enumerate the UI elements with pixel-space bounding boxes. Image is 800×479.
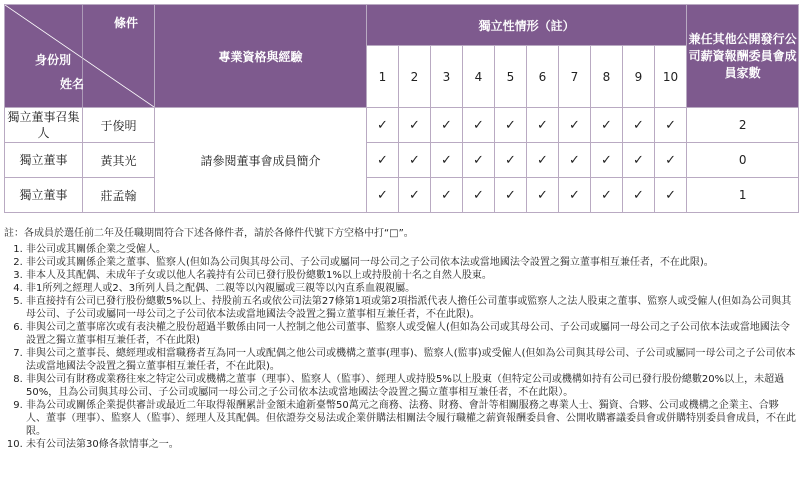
- criterion-number: 6: [527, 46, 559, 108]
- other-board-count: 2: [687, 108, 799, 143]
- table-row: [5, 143, 799, 178]
- header-diagonal-cell: [5, 5, 155, 108]
- check-mark: ✓: [655, 143, 687, 178]
- note-item: 6. 非與公司之董事席次或有表決權之股份超過半數係由同一人控制之他公司董事、監察人或受僱人(但如為公司或其母公司、子公司或屬同一母公司之子公司依本法或當地國法令設置之獨立董事相互兼任者，不在此限): [26, 321, 796, 347]
- criterion-number: 1: [367, 46, 399, 108]
- criterion-number: 7: [559, 46, 591, 108]
- header-name-label: 姓名: [60, 77, 85, 91]
- table-row: [5, 178, 799, 213]
- check-mark: ✓: [463, 143, 495, 178]
- check-mark: ✓: [399, 178, 431, 213]
- check-mark: ✓: [367, 178, 399, 213]
- header-independence: 獨立性情形（註）: [367, 5, 687, 46]
- check-mark: ✓: [463, 178, 495, 213]
- check-mark: ✓: [591, 108, 623, 143]
- check-mark: ✓: [623, 108, 655, 143]
- check-mark: ✓: [527, 143, 559, 178]
- criterion-number: 9: [623, 46, 655, 108]
- criterion-number: 5: [495, 46, 527, 108]
- member-name: 黃其光: [83, 143, 155, 178]
- note-item: 7. 非與公司之董事長、總經理或相當職務者互為同一人或配偶之他公司或機構之董事(理事)、監察人(監事)或受僱人(但如為公司與其母公司、子公司或屬同一母公司之子公司依本法或當地國法令設置之獨立董事相互兼任者，不在此限)。: [26, 347, 796, 373]
- check-mark: ✓: [495, 143, 527, 178]
- check-mark: ✓: [399, 143, 431, 178]
- header-identity-label: 身份別: [35, 53, 72, 67]
- committee-table: [4, 4, 799, 213]
- member-name: 莊孟翰: [83, 178, 155, 213]
- other-board-count: 0: [687, 143, 799, 178]
- experience-text: 請參閱董事會成員簡介: [155, 108, 367, 213]
- check-mark: ✓: [431, 108, 463, 143]
- note-item: 5. 非直接持有公司已發行股份總數5%以上、持股前五名或依公司法第27條第1項或第2項指派代表人擔任公司董事或監察人之法人股東之董事、監察人或受僱人(但如為公司與其母公司、子公司或屬同一母公司之子公司依本法或當地國法令設置之獨立董事相互兼任者，不在此限)。: [26, 295, 796, 321]
- header-other-board: 兼任其他公開發行公司薪資報酬委員會成員家數: [687, 5, 799, 108]
- check-mark: ✓: [399, 108, 431, 143]
- check-mark: ✓: [559, 178, 591, 213]
- header-condition-label: 條件: [113, 16, 138, 30]
- check-mark: ✓: [495, 108, 527, 143]
- member-role: 獨立董事: [5, 178, 83, 213]
- note-item: 10. 未有公司法第30條各款情事之一。: [26, 438, 796, 451]
- check-mark: ✓: [495, 178, 527, 213]
- check-mark: ✓: [623, 143, 655, 178]
- check-mark: ✓: [559, 108, 591, 143]
- notes-lead: 註：各成員於選任前二年及任職期間符合下述各條件者，請於各條件代號下方空格中打“□”。: [4, 228, 414, 239]
- criterion-number: 4: [463, 46, 495, 108]
- criterion-number: 2: [399, 46, 431, 108]
- note-item: 9. 非為公司或關係企業提供審計或最近二年取得報酬累計金額未逾新臺幣50萬元之商務、法務、財務、會計等相關服務之專業人士、獨資、合夥、公司或機構之企業主、合夥人、董事（理事）、監察人（監事）、經理人及其配偶。但依證券交易法或企業併購法相關法令履行職權之薪資報酬委員會、公開收購審議委員會或併購特別委員會成員，不在此限。: [26, 399, 796, 438]
- other-board-count: 1: [687, 178, 799, 213]
- check-mark: ✓: [527, 108, 559, 143]
- check-mark: ✓: [591, 178, 623, 213]
- table-row: [5, 108, 799, 143]
- check-mark: ✓: [559, 143, 591, 178]
- note-item: 8. 非與公司有財務或業務往來之特定公司或機構之董事（理事）、監察人（監事）、經理人或持股5%以上股東（但特定公司或機構如持有公司已發行股份總數20%以上，未超過50%，且為公司與其母公司、子公司或屬同一母公司之子公司依本法或當地國法令設置之獨立董事相互兼任者，不在此限）。: [26, 373, 796, 399]
- note-item: 4. 非1所列之經理人或2、3所列人員之配偶、二親等以內親屬或三親等以內直系血親親屬。: [26, 282, 796, 295]
- notes-section: [4, 227, 796, 451]
- check-mark: ✓: [655, 178, 687, 213]
- check-mark: ✓: [431, 178, 463, 213]
- member-role: 獨立董事召集人: [5, 108, 83, 143]
- check-mark: ✓: [623, 178, 655, 213]
- check-mark: ✓: [591, 143, 623, 178]
- criterion-number: 8: [591, 46, 623, 108]
- criterion-number: 3: [431, 46, 463, 108]
- criterion-number: 10: [655, 46, 687, 108]
- check-mark: ✓: [527, 178, 559, 213]
- check-mark: ✓: [367, 108, 399, 143]
- member-role: 獨立董事: [5, 143, 83, 178]
- note-item: 1. 非公司或其關係企業之受僱人。: [26, 243, 796, 256]
- check-mark: ✓: [431, 143, 463, 178]
- note-item: 3. 非本人及其配偶、未成年子女或以他人名義持有公司已發行股份總數1%以上或持股前十名之自然人股東。: [26, 269, 796, 282]
- notes-list: [4, 243, 796, 451]
- check-mark: ✓: [367, 143, 399, 178]
- note-item: 2. 非公司或其關係企業之董事、監察人(但如為公司與其母公司、子公司或屬同一母公司之子公司依本法或當地國法令設置之獨立董事相互兼任者，不在此限)。: [26, 256, 796, 269]
- member-name: 于俊明: [83, 108, 155, 143]
- check-mark: ✓: [655, 108, 687, 143]
- header-experience: 專業資格與經驗: [155, 5, 367, 108]
- check-mark: ✓: [463, 108, 495, 143]
